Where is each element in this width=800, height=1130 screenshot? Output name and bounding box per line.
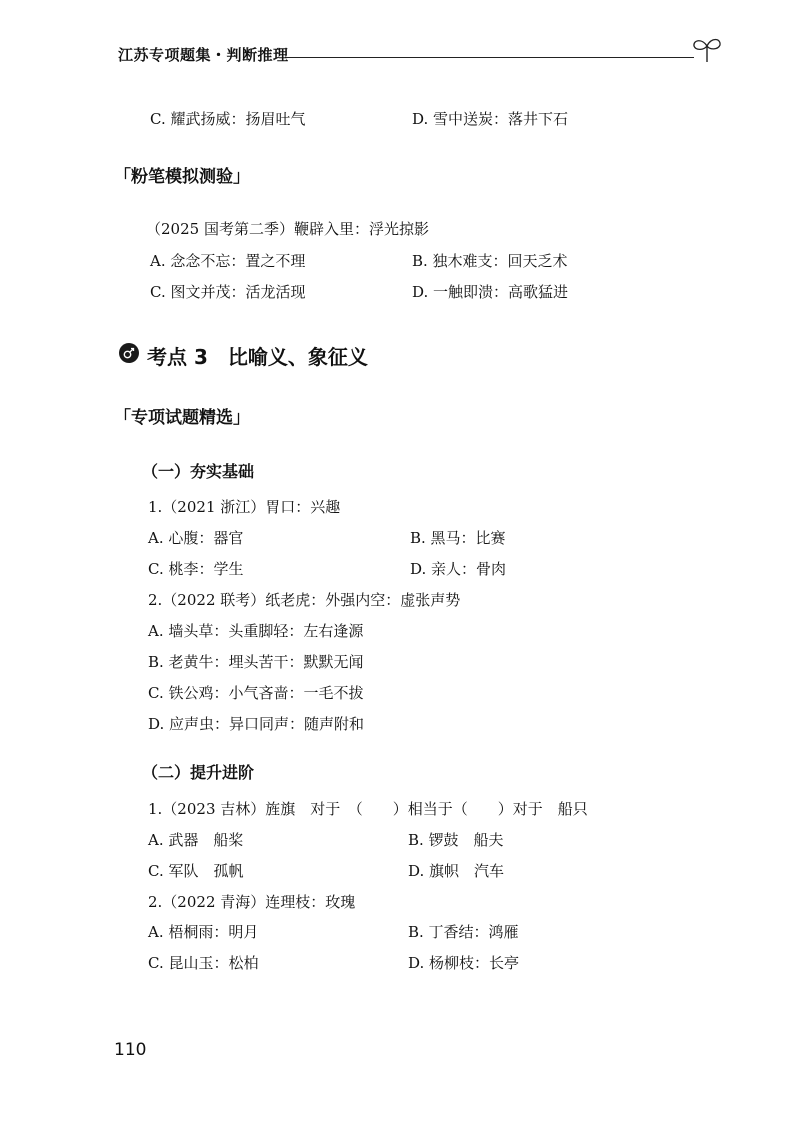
option-b: B. 锣鼓 船夫 xyxy=(408,831,504,849)
option-c: C. 耀武扬威：扬眉吐气 xyxy=(150,110,306,128)
key-point-icon xyxy=(119,343,139,363)
subsection-title-advanced: （二）提升进阶 xyxy=(142,763,255,782)
page-number: 110 xyxy=(114,1040,147,1060)
key-point-title: 考点 3 比喻义、象征义 xyxy=(147,345,368,369)
option-d: D. 亲人：骨肉 xyxy=(410,560,507,578)
option-d: D. 旗帜 汽车 xyxy=(408,862,505,880)
option-c: C. 图文并茂：活龙活现 xyxy=(150,283,306,301)
question-stem: 1.（2023 吉林）旌旗 对于 （ ）相当于（ ）对于 船只 xyxy=(148,800,588,818)
subsection-title-basic: （一）夯实基础 xyxy=(142,462,255,481)
question-stem: 1.（2021 浙江）胃口：兴趣 xyxy=(148,498,341,516)
question-stem: （2025 国考第二季）鞭辟入里：浮光掠影 xyxy=(146,220,429,238)
option-d: D. 雪中送炭：落井下石 xyxy=(412,110,569,128)
section-title-special: 「专项试题精选」 xyxy=(114,408,250,428)
option-b: B. 独木难支：回天乏术 xyxy=(412,252,568,270)
option-d: D. 杨柳枝：长亭 xyxy=(408,954,520,972)
option-a: A. 墙头草：头重脚轻：左右逢源 xyxy=(148,622,364,640)
option-c: C. 昆山玉：松柏 xyxy=(148,954,259,972)
header-rule xyxy=(286,57,694,58)
option-b: B. 丁香结：鸿雁 xyxy=(408,923,519,941)
option-c: C. 军队 孤帆 xyxy=(148,862,244,880)
option-c: C. 铁公鸡：小气吝啬：一毛不拔 xyxy=(148,684,364,702)
option-a: A. 念念不忘：置之不理 xyxy=(150,252,306,270)
option-d: D. 一触即溃：高歌猛进 xyxy=(412,283,569,301)
section-title-mock: 「粉笔模拟测验」 xyxy=(114,167,250,187)
option-b: B. 老黄牛：埋头苦干：默默无闻 xyxy=(148,653,364,671)
option-a: A. 梧桐雨：明月 xyxy=(148,923,259,941)
option-c: C. 桃李：学生 xyxy=(148,560,244,578)
question-stem: 2.（2022 青海）连理枝：玫瑰 xyxy=(148,893,356,911)
option-d: D. 应声虫：异口同声：随声附和 xyxy=(148,715,365,733)
option-a: A. 武器 船桨 xyxy=(148,831,244,849)
option-a: A. 心腹：器官 xyxy=(148,529,244,547)
running-header-title: 江苏专项题集・判断推理 xyxy=(118,46,289,64)
sprout-icon xyxy=(690,34,724,64)
option-b: B. 黑马：比赛 xyxy=(410,529,506,547)
question-stem: 2.（2022 联考）纸老虎：外强内空：虚张声势 xyxy=(148,591,461,609)
